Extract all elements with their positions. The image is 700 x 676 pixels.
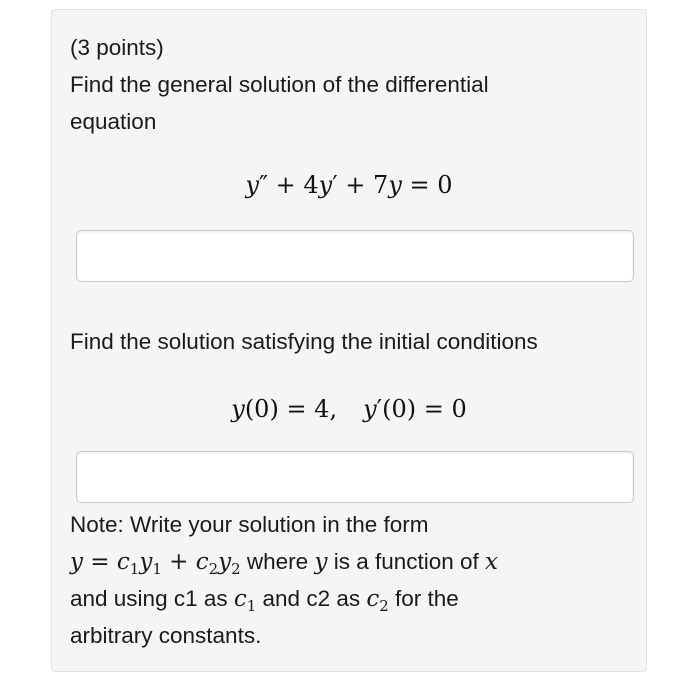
note-line-1: Note: Write your solution in the form xyxy=(70,512,429,537)
initial-conditions-prompt: Find the solution satisfying the initial conditions xyxy=(70,329,538,354)
intro-line-2: equation xyxy=(70,109,157,134)
note-line-2: $y = c_1y_1 + c_2y_2$ where y is a function of x xyxy=(70,549,499,579)
points-label: (3 points) xyxy=(70,35,164,60)
problem-card xyxy=(51,9,647,672)
particular-solution-input[interactable] xyxy=(76,451,634,503)
intro-line-1: Find the general solution of the differential xyxy=(70,72,489,97)
general-solution-input[interactable] xyxy=(76,230,634,282)
initial-conditions: y(0) = 4, y′(0) = 0 xyxy=(231,395,467,423)
differential-equation: y″ + 4y′ + 7y = 0 xyxy=(245,171,453,199)
note-line-4: arbitrary constants. xyxy=(70,623,262,648)
note-line-3: and using c1 as $c_1$ and c2 as $c_2$ for the xyxy=(70,586,459,616)
